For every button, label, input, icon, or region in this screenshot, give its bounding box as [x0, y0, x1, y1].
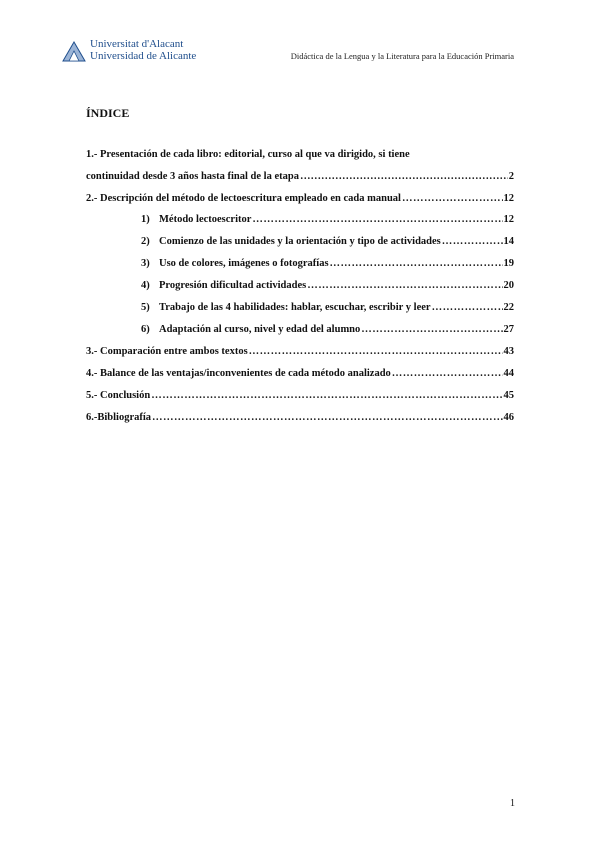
toc-item-3[interactable]	[86, 346, 514, 357]
toc-subitem-page: 20	[503, 280, 514, 291]
toc-item-1-label-cont: continuidad desde 3 años hasta final de la etapa	[86, 171, 299, 182]
toc-subitem-3[interactable]	[141, 258, 514, 269]
toc-leader-dots	[432, 302, 503, 313]
toc-subitem-label: Adaptación al curso, nivel y edad del alumno	[159, 324, 361, 335]
toc-item-3-page: 43	[503, 346, 514, 357]
document-header-title: Didáctica de la Lengua y la Literatura para la Educación Primaria	[290, 51, 514, 61]
toc-item-1-label: 1.- Presentación de cada libro: editorial, curso al que va dirigido, si tiene	[86, 149, 410, 160]
toc-leader-dots	[392, 368, 503, 379]
index-heading: ÍNDICE	[86, 106, 130, 120]
toc-item-6-page: 46	[503, 412, 514, 423]
toc-leader-dots	[361, 324, 502, 335]
toc-leader-dots	[330, 258, 503, 269]
toc-item-1-page: 2	[508, 171, 514, 182]
toc-item-2-label: 2.- Descripción del método de lectoescritura empleado en cada manual	[86, 193, 401, 204]
toc-subitem-label: Método lectoescritor	[159, 214, 252, 225]
logo-line-1: Universitat d'Alacant	[90, 38, 184, 50]
toc-item-4-page: 44	[503, 368, 514, 379]
toc-item-5-label: 5.- Conclusión	[86, 390, 151, 401]
university-logo	[62, 38, 202, 64]
toc-subitem-number: 2)	[141, 236, 150, 247]
toc-subitem-number: 3)	[141, 258, 150, 269]
toc-subitem-number: 1)	[141, 214, 150, 225]
toc-item-1-line-1[interactable]	[86, 149, 410, 160]
toc-leader-dots	[307, 280, 502, 291]
toc-subitem-label: Progresión dificultad actividades	[159, 280, 307, 291]
toc-item-5-page: 45	[503, 390, 514, 401]
toc-item-5[interactable]	[86, 390, 514, 401]
toc-item-4[interactable]	[86, 368, 514, 379]
toc-item-1-line-2[interactable]	[86, 171, 514, 182]
toc-subitem-page: 27	[503, 324, 514, 335]
toc-subitem-page: 14	[503, 236, 514, 247]
toc-leader-dots	[151, 390, 502, 401]
toc-leader-dots	[402, 193, 503, 204]
toc-subitem-page: 19	[503, 258, 514, 269]
logo-line-2: Universidad de Alicante	[90, 50, 197, 62]
toc-leader-dots	[249, 346, 503, 357]
toc-item-4-label: 4.- Balance de las ventajas/inconvenientes de cada método analizado	[86, 368, 391, 379]
toc-subitem-5[interactable]	[141, 302, 514, 313]
toc-subitem-page: 12	[503, 214, 514, 225]
toc-subitem-1[interactable]	[141, 214, 514, 225]
toc-leader-dots	[152, 412, 502, 423]
toc-leader-dots	[442, 236, 503, 247]
toc-subitem-2[interactable]	[141, 236, 514, 247]
toc-item-6[interactable]	[86, 412, 514, 423]
university-logo-icon	[62, 40, 86, 62]
toc-subitem-page: 22	[503, 302, 514, 313]
toc-subitem-number: 5)	[141, 302, 150, 313]
toc-item-2-page: 12	[503, 193, 514, 204]
toc-item-3-label: 3.- Comparación entre ambos textos	[86, 346, 248, 357]
logo-text	[90, 38, 196, 62]
page-number: 1	[510, 798, 515, 809]
toc-leader-dots	[300, 171, 508, 182]
toc-subitem-label: Uso de colores, imágenes o fotografías	[159, 258, 329, 269]
toc-subitem-label: Comienzo de las unidades y la orientación y tipo de actividades	[159, 236, 441, 247]
toc-subitem-label: Trabajo de las 4 habilidades: hablar, escuchar, escribir y leer	[159, 302, 431, 313]
toc-item-6-label: 6.-Bibliografía	[86, 412, 152, 423]
toc-subitem-number: 4)	[141, 280, 150, 291]
toc-item-2[interactable]	[86, 193, 514, 204]
toc-subitem-6[interactable]	[141, 324, 514, 335]
toc-subitem-number: 6)	[141, 324, 150, 335]
toc-leader-dots	[252, 214, 502, 225]
toc-subitem-4[interactable]	[141, 280, 514, 291]
